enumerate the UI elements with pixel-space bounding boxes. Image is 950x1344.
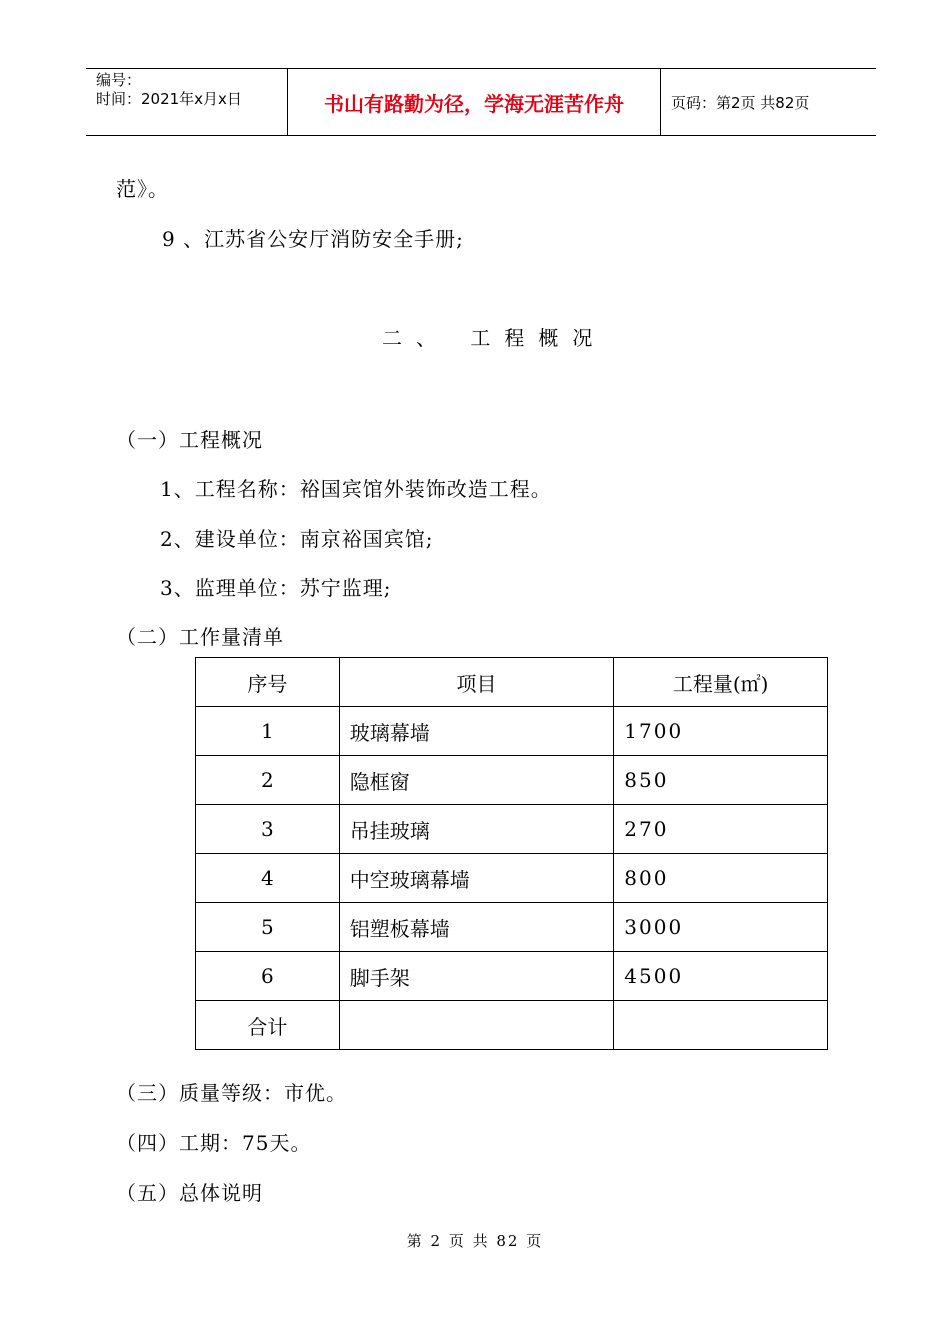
table-row [196, 952, 828, 1001]
cell-quantity [614, 1001, 828, 1050]
cell-item: 脚手架 [339, 952, 614, 1001]
subsection-1-heading: （一）工程概况 [116, 428, 263, 452]
header-page-info: 页码：第2页 共82页 [671, 93, 810, 112]
page-header [86, 68, 876, 136]
subsection-3-quality: （三）质量等级：市优。 [116, 1081, 347, 1105]
cell-item: 吊挂玻璃 [339, 805, 614, 854]
cell-total-label: 合计 [196, 1001, 340, 1050]
project-name: 1、工程名称：裕国宾馆外装饰改造工程。 [160, 477, 552, 501]
header-cell-index: 序号 [196, 658, 340, 707]
table-row [196, 854, 828, 903]
table-row [196, 805, 828, 854]
table-row [196, 707, 828, 756]
header-cell-quantity: 工程量(㎡) [614, 658, 828, 707]
cell-item: 铝塑板幕墙 [339, 903, 614, 952]
table-row [196, 903, 828, 952]
cell-quantity: 270 [614, 805, 828, 854]
cell-index: 5 [196, 903, 340, 952]
cell-item: 中空玻璃幕墙 [339, 854, 614, 903]
cell-quantity: 850 [614, 756, 828, 805]
cell-index: 6 [196, 952, 340, 1001]
cell-item [339, 1001, 614, 1050]
table-row [196, 756, 828, 805]
table-header-row [196, 658, 828, 707]
subsection-4-duration: （四）工期：75天。 [116, 1131, 312, 1155]
cell-index: 1 [196, 707, 340, 756]
page-footer: 第 2 页 共 82 页 [406, 1232, 544, 1250]
section-title: 二、 工程概况 [382, 326, 607, 350]
subsection-2-heading: （二）工作量清单 [116, 625, 284, 649]
supervision-unit: 3、监理单位：苏宁监理; [160, 576, 392, 600]
subsection-5-heading: （五）总体说明 [116, 1181, 263, 1205]
cell-quantity: 800 [614, 854, 828, 903]
cell-index: 2 [196, 756, 340, 805]
doc-time-label: 时间：2021年x月x日 [96, 90, 242, 108]
cell-index: 3 [196, 805, 340, 854]
table-total-row [196, 1001, 828, 1050]
header-motto: 书山有路勤为径，学海无涯苦作舟 [287, 69, 661, 135]
text-continuation: 范》。 [116, 177, 169, 201]
cell-quantity: 4500 [614, 952, 828, 1001]
doc-number-label: 编号： [96, 71, 142, 89]
workload-table [195, 657, 828, 1050]
cell-index: 4 [196, 854, 340, 903]
cell-item: 隐框窗 [339, 756, 614, 805]
cell-quantity: 1700 [614, 707, 828, 756]
list-item-9: 9 、江苏省公安厅消防安全手册; [162, 227, 464, 251]
cell-quantity: 3000 [614, 903, 828, 952]
cell-item: 玻璃幕墙 [339, 707, 614, 756]
header-meta [86, 69, 287, 135]
header-cell-item: 项目 [339, 658, 614, 707]
construction-unit: 2、建设单位：南京裕国宾馆; [160, 527, 434, 551]
